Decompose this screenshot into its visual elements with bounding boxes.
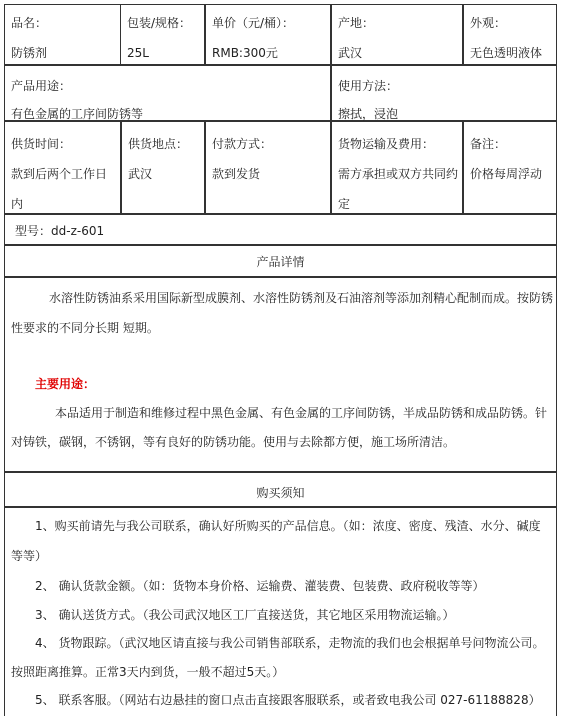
value-delivery-place: 武汉 xyxy=(128,167,153,181)
main-use-heading: 主要用途： xyxy=(35,377,96,391)
label-appearance: 外观： xyxy=(470,16,507,30)
purchase-item-1-line1: 1、购买前请先与我公司联系，确认好所购买的产品信息。（如：浓度、密度、残渣、水分、碱度 xyxy=(35,519,541,533)
label-remark: 备注： xyxy=(470,137,507,151)
cell-remark xyxy=(463,121,557,214)
label-package: 包装/规格： xyxy=(127,16,192,30)
purchase-item-3-line1: 3、 确认送货方式。（我公司武汉地区工厂直接送货，其它地区采用物流运输。） xyxy=(35,608,455,622)
model-number: 型号：dd-z-601 xyxy=(15,224,105,238)
details-para2-line1: 本品适用于制造和维修过程中黑色金属、有色金属的工序间防锈，半成品防锈和成品防锈。针 xyxy=(55,406,548,420)
cell-product-name xyxy=(4,4,124,65)
cell-model xyxy=(4,214,557,245)
label-product-usage: 产品用途： xyxy=(11,79,72,93)
details-para2-line2: 对铸铁，碳钢，不锈钢，等有良好的防锈功能。使用与去除都方便，施工场所清洁。 xyxy=(11,435,456,449)
value-product-name: 防锈剂 xyxy=(11,46,48,60)
cell-product-usage xyxy=(4,65,331,121)
label-usage-method: 使用方法： xyxy=(338,79,399,93)
purchase-item-1-line2: 等等） xyxy=(11,549,48,563)
value-appearance: 无色透明液体 xyxy=(470,46,543,60)
value-origin: 武汉 xyxy=(338,46,363,60)
purchase-title: 购买须知 xyxy=(256,486,305,500)
details-para1-line1: 水溶性防锈油系采用国际新型成膜剂、水溶性防锈剂及石油溶剂等添加剂精心配制而成。按防锈 xyxy=(49,291,554,305)
cell-price xyxy=(205,4,331,65)
purchase-header xyxy=(4,472,557,507)
label-payment: 付款方式： xyxy=(212,137,273,151)
purchase-item-5-line1: 5、 联系客服。（网站右边悬挂的窗口点击直接跟客服联系，或者致电我公司 027-61188828） xyxy=(35,693,541,707)
cell-shipping xyxy=(331,121,463,214)
value-package: 25L xyxy=(127,46,149,60)
label-product-name: 品名： xyxy=(11,16,48,30)
label-price: 单价（元/桶）： xyxy=(212,16,295,30)
cell-payment xyxy=(205,121,331,214)
cell-usage-method xyxy=(331,65,557,121)
cell-delivery-time xyxy=(4,121,121,214)
details-title: 产品详情 xyxy=(256,255,305,269)
cell-appearance xyxy=(463,4,557,65)
value-payment: 款到发货 xyxy=(212,167,261,181)
cell-delivery-place xyxy=(121,121,205,214)
purchase-item-2-line1: 2、 确认货款金额。（如：货物本身价格、运输费、灌装费、包装费、政府税收等等） xyxy=(35,579,485,593)
value-delivery-time-line2: 内 xyxy=(11,197,24,211)
cell-package xyxy=(120,4,205,65)
label-shipping: 货物运输及费用： xyxy=(338,137,435,151)
details-para1-line2: 性要求的不同分长期 短期。 xyxy=(11,321,159,335)
value-price: RMB:300元 xyxy=(212,46,278,60)
label-delivery-time: 供货时间： xyxy=(11,137,72,151)
label-origin: 产地： xyxy=(338,16,375,30)
label-delivery-place: 供货地点： xyxy=(128,137,189,151)
value-usage-method: 擦拭，浸泡 xyxy=(338,107,399,121)
purchase-item-4-line1: 4、 货物跟踪。（武汉地区请直接与我公司销售部联系，走物流的我们也会根据单号问物流公司。 xyxy=(35,636,545,650)
purchase-item-4-line2: 按照距离推算。正常3天内到货，一般不超过5天。） xyxy=(11,665,285,679)
cell-origin xyxy=(331,4,463,65)
details-header xyxy=(4,245,557,277)
value-remark: 价格每周浮动 xyxy=(470,167,543,181)
value-product-usage: 有色金属的工序间防锈等 xyxy=(11,107,144,121)
details-body xyxy=(4,277,557,472)
value-shipping-line1: 需方承担或双方共同约 xyxy=(338,167,459,181)
value-shipping-line2: 定 xyxy=(338,197,351,211)
value-delivery-time-line1: 款到后两个工作日 xyxy=(11,167,108,181)
purchase-body xyxy=(4,507,557,716)
